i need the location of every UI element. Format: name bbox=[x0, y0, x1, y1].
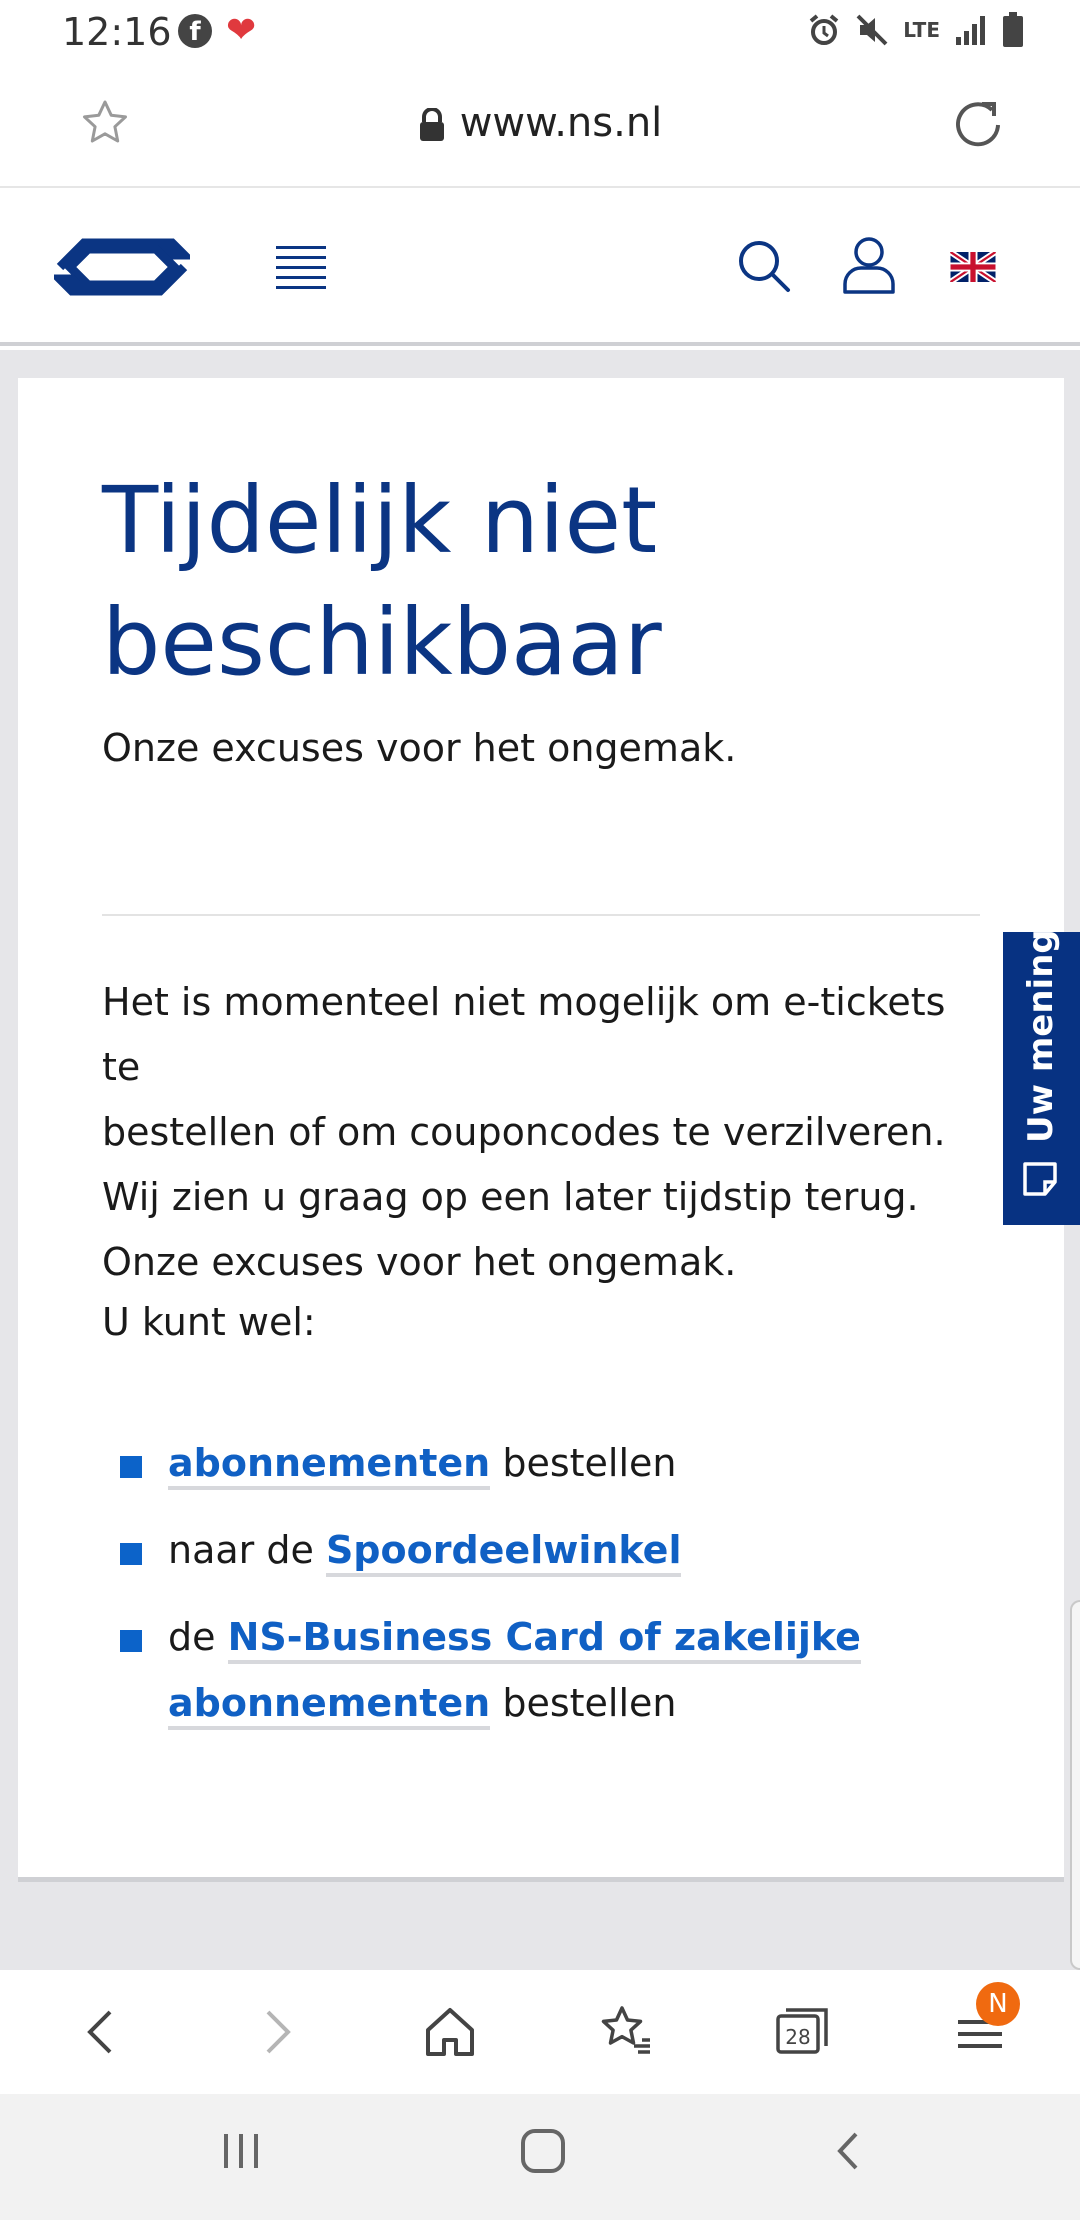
mute-icon bbox=[855, 13, 889, 47]
list-item-suffix: bestellen bbox=[490, 1681, 677, 1725]
message-line: Het is momenteel niet mogelijk om e-tickets te bbox=[102, 980, 946, 1089]
unavailable-message bbox=[102, 970, 982, 1295]
facebook-notification-icon: f bbox=[178, 14, 212, 48]
list-item bbox=[102, 1430, 942, 1496]
system-navigation-bar bbox=[0, 2094, 1080, 2220]
page-title: Tijdelijk niet beschikbaar bbox=[102, 467, 662, 696]
lte-indicator: LTE bbox=[903, 18, 940, 42]
forward-icon[interactable] bbox=[246, 2002, 306, 2062]
reload-icon[interactable] bbox=[952, 98, 1004, 150]
home-icon[interactable] bbox=[420, 2002, 480, 2062]
site-header bbox=[0, 190, 1080, 346]
menu-notification-badge: N bbox=[976, 1982, 1020, 2026]
alternatives-list bbox=[102, 1430, 942, 1757]
system-back-icon[interactable] bbox=[826, 2128, 872, 2174]
spoordeelwinkel-link[interactable]: Spoordeelwinkel bbox=[326, 1528, 682, 1577]
alarm-icon bbox=[807, 13, 841, 47]
signal-icon bbox=[954, 13, 988, 47]
feedback-label: Uw mening bbox=[1021, 929, 1061, 1143]
hamburger-menu-icon[interactable] bbox=[276, 244, 326, 290]
tabs-count: 28 bbox=[785, 2025, 811, 2049]
heart-notification-icon: ❤ bbox=[226, 10, 257, 51]
list-item bbox=[102, 1604, 942, 1736]
tabs-icon[interactable] bbox=[772, 2002, 832, 2062]
list-item-prefix: de bbox=[168, 1615, 228, 1659]
ns-logo-icon[interactable] bbox=[54, 238, 190, 296]
message-line: Onze excuses voor het ongemak. bbox=[102, 1240, 737, 1284]
feedback-tab[interactable] bbox=[1003, 929, 1080, 1225]
user-account-icon[interactable] bbox=[842, 236, 896, 294]
page-subtitle: Onze excuses voor het ongemak. bbox=[102, 726, 737, 770]
list-item-prefix: naar de bbox=[168, 1528, 326, 1572]
edge-panel-handle[interactable] bbox=[1070, 1600, 1080, 1970]
status-time: 12:16 bbox=[62, 10, 172, 54]
message-line: bestellen of om couponcodes te verzilveren. bbox=[102, 1110, 946, 1154]
home-button-icon[interactable] bbox=[518, 2126, 568, 2176]
browser-address-bar bbox=[0, 62, 1080, 188]
bullet-square-icon bbox=[120, 1630, 142, 1652]
search-icon[interactable] bbox=[736, 238, 792, 294]
message-line: Wij zien u graag op een later tijdstip terug. bbox=[102, 1175, 919, 1219]
bullet-square-icon bbox=[120, 1543, 142, 1565]
alternatives-label: U kunt wel: bbox=[102, 1300, 316, 1344]
uk-flag-language-icon[interactable] bbox=[950, 252, 996, 282]
status-bar bbox=[0, 0, 1080, 62]
feedback-note-icon bbox=[1021, 1160, 1065, 1204]
back-icon[interactable] bbox=[72, 2002, 132, 2062]
abonnementen-link[interactable]: abonnementen bbox=[168, 1441, 490, 1490]
divider bbox=[102, 914, 980, 916]
browser-toolbar bbox=[0, 1970, 1080, 2094]
url-field[interactable] bbox=[0, 100, 1080, 146]
bullet-square-icon bbox=[120, 1456, 142, 1478]
lock-icon bbox=[418, 108, 446, 142]
url-text: www.ns.nl bbox=[459, 100, 663, 146]
system-icons bbox=[807, 12, 1024, 48]
battery-icon bbox=[1002, 12, 1024, 48]
business-card-link[interactable]: NS-Business Card of zakelijke abonnementen bbox=[168, 1615, 861, 1730]
list-item-suffix: bestellen bbox=[490, 1441, 677, 1485]
list-item bbox=[102, 1517, 942, 1583]
bookmarks-icon[interactable] bbox=[596, 2002, 656, 2062]
recent-apps-icon[interactable] bbox=[218, 2128, 264, 2174]
